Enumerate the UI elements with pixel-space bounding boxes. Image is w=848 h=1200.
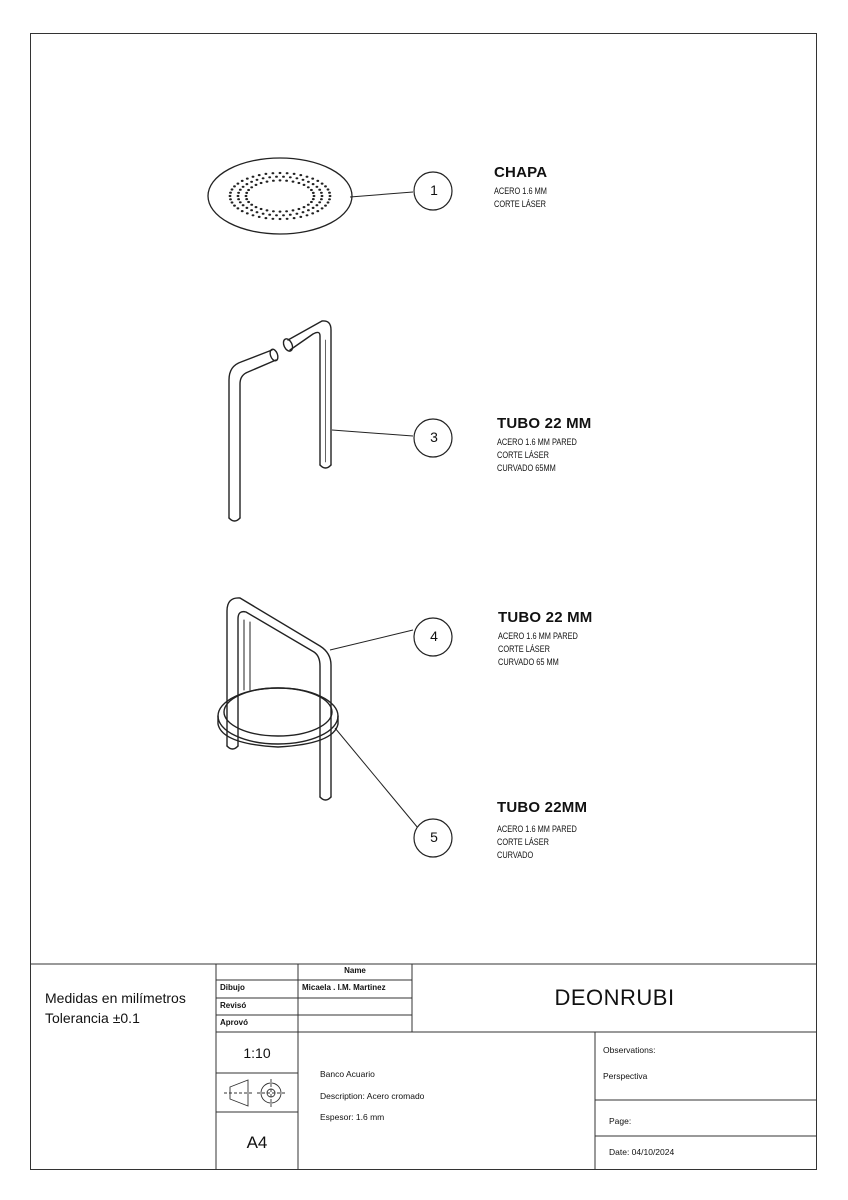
- perforation-hole: [321, 183, 324, 185]
- part-1-title: CHAPA: [494, 164, 548, 181]
- perforation-hole: [302, 179, 305, 181]
- perforation-hole: [318, 201, 321, 203]
- perforation-hole: [239, 189, 242, 191]
- perforation-hole: [250, 209, 253, 211]
- perforation-hole: [237, 198, 240, 200]
- perforation-hole: [266, 209, 269, 211]
- name-header: Name: [344, 966, 366, 975]
- perforation-hole: [275, 176, 278, 178]
- perforation-hole: [316, 180, 319, 182]
- perforation-hole: [327, 188, 330, 190]
- perforation-hole: [275, 214, 278, 216]
- perforation-hole: [298, 182, 301, 184]
- part-3-tube: [229, 321, 331, 521]
- perforation-hole: [303, 184, 306, 186]
- leader-5: [335, 728, 418, 828]
- perforation-hole: [296, 177, 299, 179]
- part-3-line-3: CURVADO 65MM: [497, 463, 556, 473]
- projection-symbol-icon: [224, 1079, 285, 1107]
- part-4-5-frame: [218, 598, 338, 800]
- perforation-hole: [318, 189, 321, 191]
- perforation-hole: [285, 180, 288, 182]
- perforation-hole: [272, 210, 275, 212]
- perforation-hole: [231, 201, 234, 203]
- perforation-hole: [237, 195, 240, 197]
- perforation-hole: [298, 208, 301, 210]
- perforation-hole: [282, 214, 285, 216]
- observations-label: Observations:: [603, 1045, 656, 1055]
- balloon-5-number: 5: [430, 829, 438, 845]
- role-approved: Aprovó: [220, 1018, 248, 1027]
- part-4-title: TUBO 22 MM: [498, 609, 593, 626]
- perforation-hole: [242, 204, 245, 206]
- part-5-title: TUBO 22MM: [497, 799, 588, 816]
- perforation-hole: [306, 176, 309, 178]
- part-4-line-3: CURVADO 65 MM: [498, 657, 559, 667]
- part-1-line-2: CORTE LÁSER: [494, 199, 546, 209]
- perforation-hole: [268, 176, 271, 178]
- part-5-line-1: ACERO 1.6 MM PARED: [497, 824, 577, 834]
- perforation-hole: [312, 207, 315, 209]
- part-4-line-2: CORTE LÁSER: [498, 644, 550, 654]
- perforation-hole: [246, 212, 249, 214]
- units-note: Medidas en milímetros: [45, 990, 186, 1006]
- perforation-hole: [268, 214, 271, 216]
- perforation-hole: [250, 181, 253, 183]
- perforation-hole: [272, 172, 275, 174]
- perforation-hole: [245, 195, 248, 197]
- perforation-hole: [299, 174, 302, 176]
- part-3-title: TUBO 22 MM: [497, 415, 592, 432]
- thickness: Espesor: 1.6 mm: [320, 1112, 385, 1122]
- perforation-hole: [229, 198, 232, 200]
- company-name: DEONRUBI: [554, 985, 675, 1010]
- perforation-hole: [313, 195, 316, 197]
- perforation-hole: [316, 186, 319, 188]
- perforation-hole: [285, 210, 288, 212]
- perforation-hole: [289, 214, 292, 216]
- perforation-hole: [282, 176, 285, 178]
- perforation-hole: [329, 195, 332, 197]
- perforation-hole: [293, 217, 296, 219]
- perforation-hole: [260, 182, 263, 184]
- perforation-hole: [328, 192, 331, 194]
- perforation-hole: [312, 198, 315, 200]
- perforation-hole: [324, 205, 327, 207]
- perforation-hole: [229, 195, 232, 197]
- part-4-line-1: ACERO 1.6 MM PARED: [498, 631, 578, 641]
- perforation-hole: [246, 183, 249, 185]
- balloon-4-number: 4: [430, 628, 438, 644]
- perforation-hole: [316, 204, 319, 206]
- perforation-hole: [241, 210, 244, 212]
- page-label: Page:: [609, 1116, 632, 1126]
- perforation-hole: [256, 211, 259, 213]
- perforation-hole: [279, 211, 282, 213]
- perforation-hole: [306, 214, 309, 216]
- perforation-hole: [272, 180, 275, 182]
- perforation-hole: [307, 209, 310, 211]
- perforation-hole: [250, 204, 253, 206]
- perforation-hole: [246, 178, 249, 180]
- perforation-hole: [237, 192, 240, 194]
- perforation-hole: [303, 206, 306, 208]
- perforation-holes: [229, 172, 332, 220]
- date-value: Date: 04/10/2024: [609, 1147, 675, 1157]
- perforation-hole: [252, 214, 255, 216]
- project-name: Banco Acuario: [320, 1069, 375, 1079]
- perforation-hole: [256, 179, 259, 181]
- leader-3: [332, 430, 413, 436]
- perforation-hole: [296, 213, 299, 215]
- perforation-hole: [302, 211, 305, 213]
- balloon-3-number: 3: [430, 429, 438, 445]
- part-1-line-1: ACERO 1.6 MM: [494, 186, 547, 196]
- perforation-hole: [311, 212, 314, 214]
- perforation-hole: [246, 207, 249, 209]
- tolerance-note: Tolerancia ±0.1: [45, 1010, 140, 1026]
- perforation-hole: [327, 201, 330, 203]
- perforation-hole: [233, 185, 236, 187]
- perforation-hole: [229, 192, 232, 194]
- part-3-line-1: ACERO 1.6 MM PARED: [497, 437, 577, 447]
- perforation-hole: [250, 186, 253, 188]
- sheet-size: A4: [246, 1133, 268, 1152]
- perforation-hole: [299, 216, 302, 218]
- perforation-hole: [324, 185, 327, 187]
- perforation-hole: [307, 186, 310, 188]
- role-checked: Revisó: [220, 1001, 247, 1010]
- perforation-hole: [292, 181, 295, 183]
- perforation-hole: [265, 217, 268, 219]
- part-5-line-3: CURVADO: [497, 850, 534, 860]
- perforation-hole: [241, 180, 244, 182]
- perforation-hole: [316, 210, 319, 212]
- perforation-hole: [311, 178, 314, 180]
- perforation-hole: [293, 173, 296, 175]
- perforation-hole: [245, 198, 248, 200]
- perforation-hole: [279, 172, 282, 174]
- leader-1: [350, 192, 413, 197]
- perforation-hole: [265, 173, 268, 175]
- perforation-hole: [320, 192, 323, 194]
- perforation-hole: [279, 179, 282, 181]
- perforation-hole: [286, 218, 289, 220]
- perforation-hole: [247, 189, 250, 191]
- balloon-1-number: 1: [430, 182, 438, 198]
- perforation-hole: [233, 205, 236, 207]
- perforation-hole: [260, 208, 263, 210]
- perforation-hole: [266, 181, 269, 183]
- leader-4: [330, 630, 413, 650]
- perforation-hole: [262, 177, 265, 179]
- perforation-hole: [231, 188, 234, 190]
- perforation-hole: [286, 172, 289, 174]
- perforation-hole: [245, 192, 248, 194]
- drawn-by-name: Micaela . I.M. Martinez: [302, 983, 386, 992]
- scale-value: 1:10: [243, 1045, 271, 1061]
- perforation-hole: [321, 207, 324, 209]
- perforation-hole: [239, 201, 242, 203]
- observations-value: Perspectiva: [603, 1071, 648, 1081]
- part-1-plate: [208, 158, 352, 234]
- perforation-hole: [321, 195, 324, 197]
- perforation-hole: [289, 176, 292, 178]
- perforation-hole: [320, 198, 323, 200]
- perforation-hole: [312, 192, 315, 194]
- perforation-hole: [272, 218, 275, 220]
- perforation-hole: [247, 201, 250, 203]
- part-3-line-2: CORTE LÁSER: [497, 450, 549, 460]
- perforation-hole: [252, 176, 255, 178]
- description: Description: Acero cromado: [320, 1091, 425, 1101]
- perforation-hole: [312, 183, 315, 185]
- perforation-hole: [279, 218, 282, 220]
- perforation-hole: [292, 209, 295, 211]
- part-5-line-2: CORTE LÁSER: [497, 837, 549, 847]
- perforation-hole: [310, 189, 313, 191]
- perforation-hole: [258, 216, 261, 218]
- perforation-hole: [262, 213, 265, 215]
- perforation-hole: [310, 201, 313, 203]
- perforation-hole: [237, 207, 240, 209]
- perforation-hole: [328, 198, 331, 200]
- perforation-hole: [237, 183, 240, 185]
- perforation-hole: [255, 206, 258, 208]
- perforation-hole: [255, 184, 258, 186]
- perforation-hole: [307, 181, 310, 183]
- perforation-hole: [258, 174, 261, 176]
- role-drawn: Dibujo: [220, 983, 245, 992]
- perforation-hole: [242, 186, 245, 188]
- perforation-hole: [307, 204, 310, 206]
